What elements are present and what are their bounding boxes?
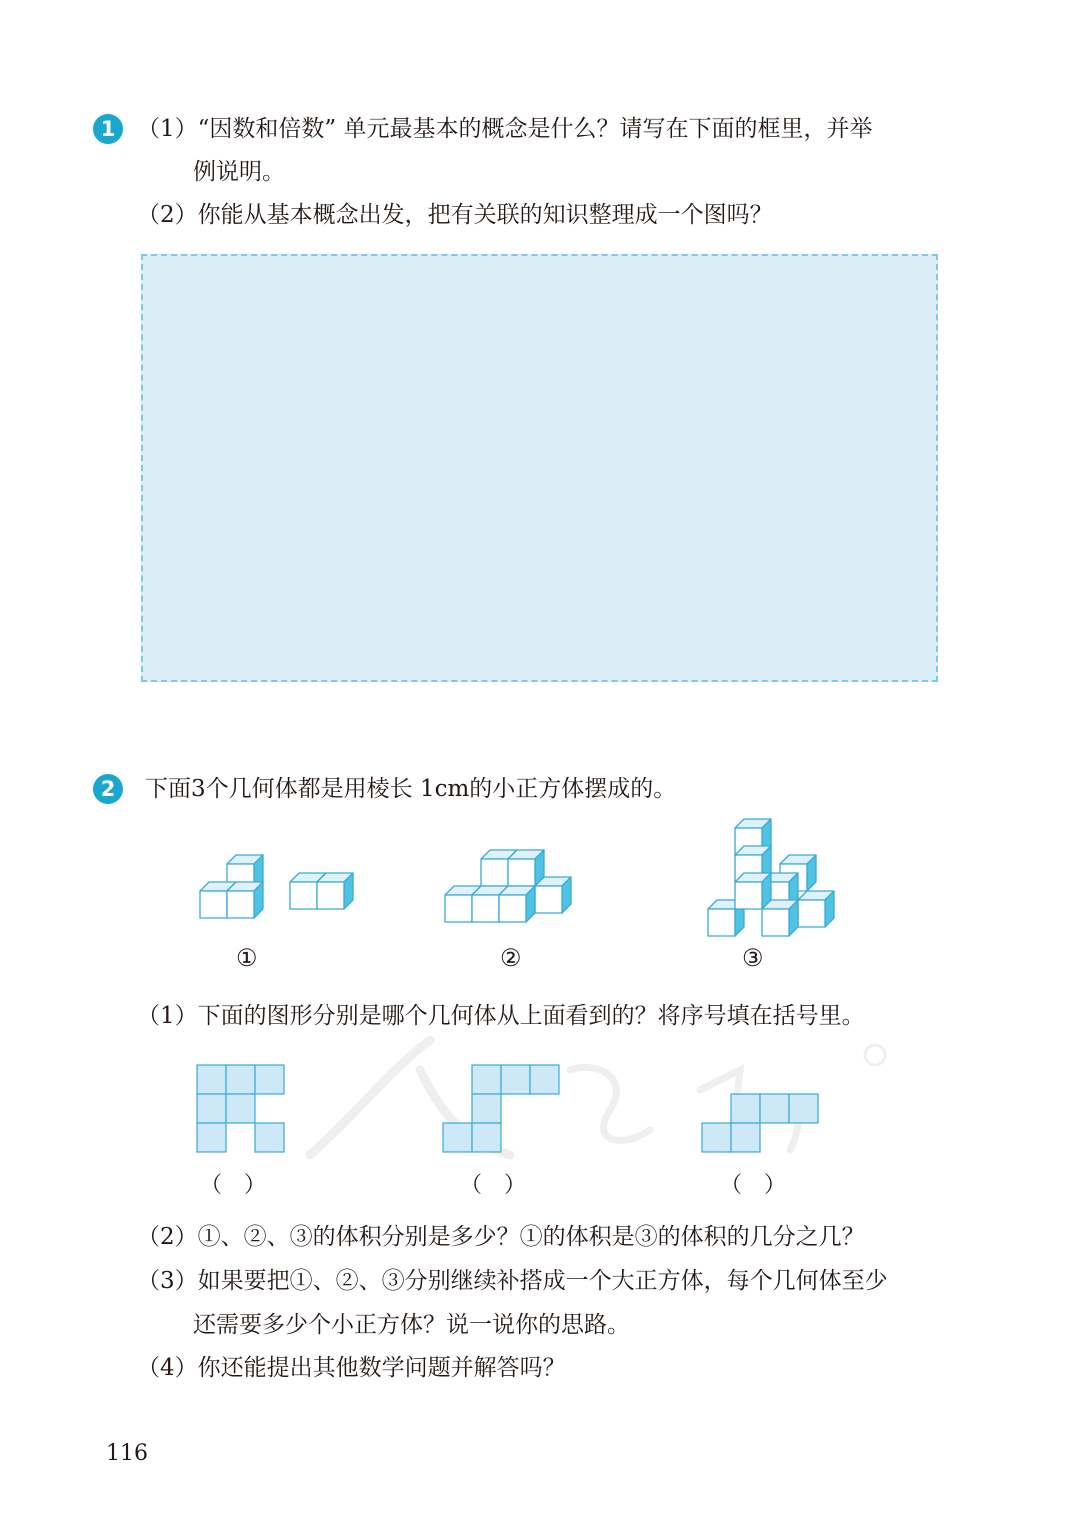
unit-cube [762, 900, 798, 936]
cube-front-face [762, 909, 789, 936]
grid-cell [760, 1094, 789, 1123]
answer-box[interactable] [141, 254, 938, 682]
cube-front-face [499, 895, 526, 922]
question-1-part-1-line-1: （1）“因数和倍数” 单元最基本的概念是什么？请写在下面的框里，并举 [137, 116, 873, 142]
cube-front-face [200, 891, 227, 918]
answer-blank-b[interactable]: （ ） [460, 1173, 527, 1198]
question-2-badge: 2 [93, 774, 123, 804]
solid-3-cubes [708, 819, 834, 936]
grid-cell [530, 1065, 559, 1094]
question-2-part-3-line-1: （3）如果要把①、②、③分别继续补搭成一个大正方体，每个几何体至少 [137, 1268, 888, 1294]
unit-cube [317, 873, 353, 909]
cube-front-face [508, 859, 535, 886]
unit-cube [535, 877, 571, 913]
cube-front-face [290, 882, 317, 909]
cube-front-face [798, 900, 825, 927]
cube-front-face [481, 859, 508, 886]
grid-cell [472, 1123, 501, 1152]
grid-cell [702, 1123, 731, 1152]
solid-2-cubes [445, 850, 571, 922]
unit-cube [508, 850, 544, 886]
cube-front-face [535, 886, 562, 913]
question-1-part-1-line-2: 例说明。 [193, 159, 285, 185]
question-2-part-4: （4）你还能提出其他数学问题并解答吗？ [137, 1355, 566, 1381]
grid-cell [255, 1065, 284, 1094]
grid-cell [501, 1065, 530, 1094]
unit-cube [735, 873, 771, 909]
grid-cell [731, 1094, 760, 1123]
question-2-part-1: （1）下面的图形分别是哪个几何体从上面看到的？将序号填在括号里。 [137, 1003, 865, 1029]
grid-cell [226, 1065, 255, 1094]
grid-cell [443, 1123, 472, 1152]
solid-2-label: ② [500, 944, 522, 972]
answer-blank-a[interactable]: （ ） [200, 1173, 267, 1198]
question-2-part-3-line-2: 还需要多少个小正方体？说一说你的思路。 [193, 1312, 630, 1338]
grid-cell [472, 1094, 501, 1123]
cube-front-face [445, 895, 472, 922]
solid-1-label: ① [236, 944, 258, 972]
cube-front-face [735, 882, 762, 909]
grid-cell [197, 1065, 226, 1094]
solid-3-label: ③ [742, 944, 764, 972]
question-1-part-2: （2）你能从基本概念出发，把有关联的知识整理成一个图吗？ [137, 202, 773, 228]
grid-cell [731, 1123, 760, 1152]
grid-cell [226, 1094, 255, 1123]
cube-front-face [708, 909, 735, 936]
grid-cell [789, 1094, 818, 1123]
top-view-c [702, 1094, 818, 1152]
grid-cell [255, 1123, 284, 1152]
top-view-a [197, 1065, 284, 1152]
cube-front-face [317, 882, 344, 909]
question-1-badge: 1 [93, 114, 123, 144]
answer-blank-c[interactable]: （ ） [720, 1173, 787, 1198]
question-2-intro: 下面3个几何体都是用棱长 1cm的小正方体摆成的。 [145, 776, 677, 802]
grid-cell [472, 1065, 501, 1094]
cube-front-face [227, 891, 254, 918]
top-view-b [443, 1065, 559, 1152]
unit-cube [798, 891, 834, 927]
cube-front-face [472, 895, 499, 922]
solid-1-cubes [200, 855, 353, 918]
top-views-figure [190, 1060, 830, 1160]
grid-cell [197, 1123, 226, 1152]
grid-cell [197, 1094, 226, 1123]
question-2-part-2: （2）①、②、③的体积分别是多少？①的体积是③的体积的几分之几？ [137, 1224, 865, 1250]
page-number: 116 [106, 1441, 148, 1466]
unit-cube [227, 882, 263, 918]
unit-cube [499, 886, 535, 922]
cube-solids-figure [180, 815, 860, 950]
